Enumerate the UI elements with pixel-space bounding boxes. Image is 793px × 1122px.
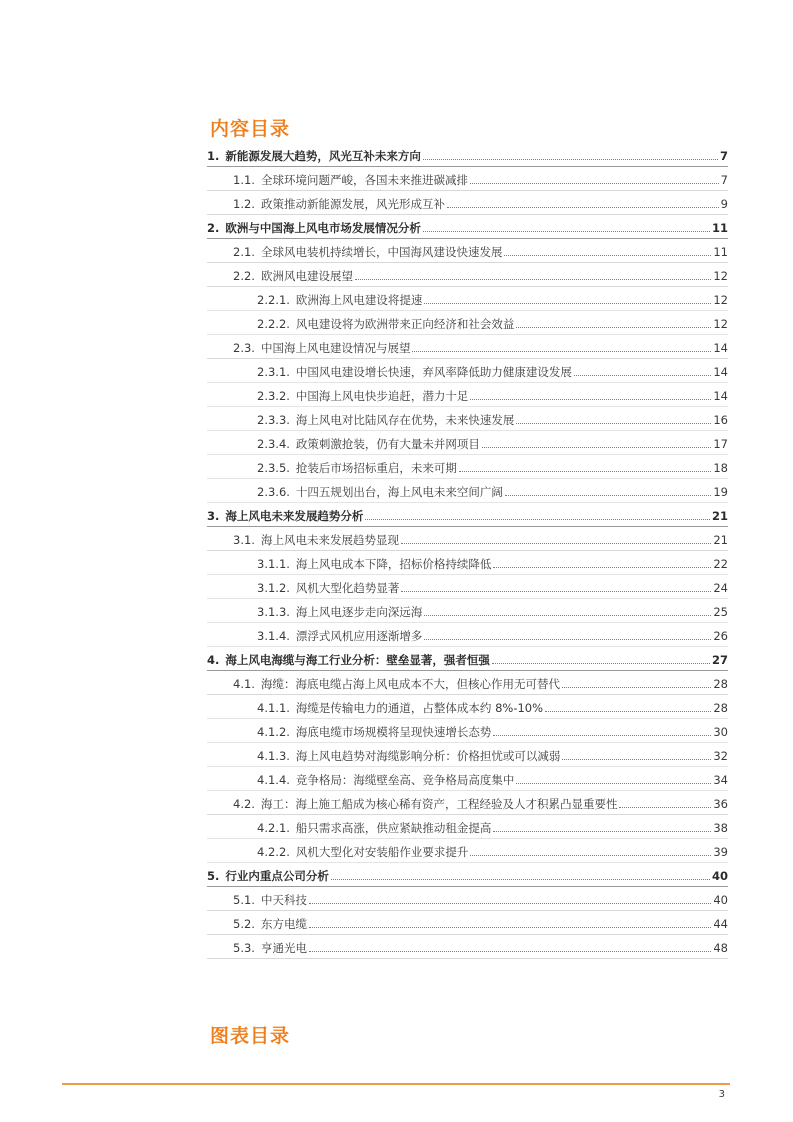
toc-entry-title: 欧洲风电建设展望 xyxy=(260,269,353,283)
toc-leader-dots xyxy=(423,231,710,232)
toc-entry-title: 船只需求高涨，供应紧缺推动租金提高 xyxy=(295,821,492,835)
toc-entry[interactable] xyxy=(207,935,728,959)
toc-leader-dots xyxy=(309,903,711,904)
toc-entry-number: 3.1.2. xyxy=(257,581,290,595)
toc-entry-page: 21 xyxy=(711,509,728,523)
toc-entry[interactable] xyxy=(207,671,728,695)
toc-leader-dots xyxy=(516,423,711,424)
toc-entry-number: 2.2.2. xyxy=(257,317,290,331)
toc-leader-dots xyxy=(331,879,710,880)
toc-leader-dots xyxy=(516,327,711,328)
toc-entry-number: 3.1.3. xyxy=(257,605,290,619)
toc-entry-title: 海上风电未来发展趋势显现 xyxy=(260,533,399,547)
toc-leader-dots xyxy=(355,279,711,280)
toc-entry[interactable] xyxy=(207,551,728,575)
toc-entry[interactable] xyxy=(207,911,728,935)
toc-entry-page: 28 xyxy=(713,701,728,715)
toc-entry-page: 7 xyxy=(719,149,728,163)
toc-entry-page: 12 xyxy=(713,269,728,283)
toc-leader-dots xyxy=(493,831,711,832)
toc-leader-dots xyxy=(574,375,711,376)
toc-entry-title: 海底电缆市场规模将呈现快速增长态势 xyxy=(295,725,492,739)
toc-entry-number: 2.3.4. xyxy=(257,437,290,451)
toc-entry-title: 十四五规划出台，海上风电未来空间广阔 xyxy=(295,485,503,499)
toc-entry[interactable] xyxy=(207,839,728,863)
toc-leader-dots xyxy=(470,183,719,184)
toc-leader-dots xyxy=(562,687,711,688)
toc-entry-page: 40 xyxy=(711,869,728,883)
toc-entry-page: 12 xyxy=(713,317,728,331)
toc-entry-page: 40 xyxy=(713,893,728,907)
toc-leader-dots xyxy=(504,255,711,256)
toc-entry-number: 2.1. xyxy=(233,245,255,259)
toc-entry[interactable] xyxy=(207,647,728,671)
toc-leader-dots xyxy=(447,207,719,208)
toc-entry[interactable] xyxy=(207,431,728,455)
toc-entry-number: 1.1. xyxy=(233,173,255,187)
toc-leader-dots xyxy=(412,351,711,352)
toc-leader-dots xyxy=(401,591,711,592)
toc-leader-dots xyxy=(545,711,711,712)
toc-entry-title: 海缆：海底电缆占海上风电成本不大，但核心作用无可替代 xyxy=(260,677,560,691)
toc-entry-number: 4.1.2. xyxy=(257,725,290,739)
toc-entry-number: 1.2. xyxy=(233,197,255,211)
toc-entry-title: 风机大型化趋势显著 xyxy=(295,581,400,595)
toc-entry-title: 海缆是传输电力的通道，占整体成本约 8%-10% xyxy=(295,701,544,715)
toc-entry-number: 4.2.1. xyxy=(257,821,290,835)
toc-entry-page: 26 xyxy=(713,629,728,643)
toc-leader-dots xyxy=(492,663,710,664)
toc-entry[interactable] xyxy=(207,383,728,407)
toc-entry[interactable] xyxy=(207,815,728,839)
toc-entry-page: 12 xyxy=(713,293,728,307)
toc-entry-page: 38 xyxy=(713,821,728,835)
toc-entry[interactable] xyxy=(207,527,728,551)
toc-entry[interactable] xyxy=(207,407,728,431)
toc-entry-page: 32 xyxy=(713,749,728,763)
toc-entry[interactable] xyxy=(207,743,728,767)
toc-leader-dots xyxy=(309,927,711,928)
toc-entry-number: 2.2.1. xyxy=(257,293,290,307)
toc-entry-title: 海工：海上施工船成为核心稀有资产，工程经验及人才积累凸显重要性 xyxy=(260,797,618,811)
toc-title: 内容目录 xyxy=(210,118,291,140)
toc-entry[interactable] xyxy=(207,767,728,791)
toc-entry-title: 欧洲与中国海上风电市场发展情况分析 xyxy=(225,221,421,235)
toc-entry-number: 2.3.6. xyxy=(257,485,290,499)
toc-entry-title: 中国海上风电建设情况与展望 xyxy=(260,341,411,355)
toc-entry-page: 7 xyxy=(720,173,728,187)
toc-entry-page: 24 xyxy=(713,581,728,595)
toc-entry-page: 17 xyxy=(713,437,728,451)
toc-entry[interactable] xyxy=(207,719,728,743)
toc-entry-title: 东方电缆 xyxy=(260,917,307,931)
toc-entry-number: 3. xyxy=(207,509,220,523)
toc-entry-page: 34 xyxy=(713,773,728,787)
toc-entry-title: 竞争格局：海缆壁垒高、竞争格局高度集中 xyxy=(295,773,515,787)
toc-leader-dots xyxy=(470,399,711,400)
toc-leader-dots xyxy=(365,519,710,520)
toc-entry-title: 海上风电对比陆风存在优势，未来快速发展 xyxy=(295,413,515,427)
toc-entry-page: 11 xyxy=(711,221,728,235)
toc-entry-title: 风机大型化对安装船作业要求提升 xyxy=(295,845,469,859)
toc-entry-title: 行业内重点公司分析 xyxy=(225,869,329,883)
toc-entry[interactable] xyxy=(207,599,728,623)
footer-divider xyxy=(62,1083,730,1085)
toc-entry-title: 中天科技 xyxy=(260,893,307,907)
toc-entry-title: 海上风电海缆与海工行业分析：壁垒显著，强者恒强 xyxy=(225,653,490,667)
toc-entry-title: 风电建设将为欧洲带来正向经济和社会效益 xyxy=(295,317,515,331)
toc-entry-number: 4.2. xyxy=(233,797,255,811)
toc-entry-page: 28 xyxy=(713,677,728,691)
toc-entry-title: 海上风电逐步走向深远海 xyxy=(295,605,423,619)
toc-entry-page: 44 xyxy=(713,917,728,931)
toc-entry-title: 中国海上风电快步追赶，潜力十足 xyxy=(295,389,469,403)
toc-entry-number: 4.1.4. xyxy=(257,773,290,787)
toc-entry-number: 3.1.4. xyxy=(257,629,290,643)
toc-entry-page: 36 xyxy=(713,797,728,811)
toc-entry-number: 4.1. xyxy=(233,677,255,691)
toc-entry-number: 4.2.2. xyxy=(257,845,290,859)
toc-leader-dots xyxy=(562,759,711,760)
toc-entry-title: 政策刺激抢装，仍有大量未并网项目 xyxy=(295,437,480,451)
toc-entry-number: 1. xyxy=(207,149,220,163)
toc-entry[interactable] xyxy=(207,287,728,311)
toc-entry-title: 漂浮式风机应用逐渐增多 xyxy=(295,629,423,643)
toc-list xyxy=(207,143,728,959)
toc-leader-dots xyxy=(424,303,711,304)
toc-entry-number: 2.3. xyxy=(233,341,255,355)
toc-leader-dots xyxy=(401,543,711,544)
toc-entry[interactable] xyxy=(207,215,728,239)
toc-leader-dots xyxy=(309,951,711,952)
toc-entry[interactable] xyxy=(207,167,728,191)
figure-list-title: 图表目录 xyxy=(210,1025,291,1047)
toc-entry[interactable] xyxy=(207,335,728,359)
toc-entry[interactable] xyxy=(207,695,728,719)
toc-entry-number: 2. xyxy=(207,221,220,235)
toc-entry[interactable] xyxy=(207,239,728,263)
toc-entry[interactable] xyxy=(207,455,728,479)
toc-entry-number: 2.3.5. xyxy=(257,461,290,475)
toc-entry-title: 全球风电装机持续增长，中国海风建设快速发展 xyxy=(260,245,503,259)
toc-entry-number: 5.3. xyxy=(233,941,255,955)
toc-entry-page: 14 xyxy=(713,389,728,403)
toc-entry-title: 海上风电趋势对海缆影响分析：价格担忧或可以减弱 xyxy=(295,749,561,763)
toc-leader-dots xyxy=(424,639,711,640)
toc-entry[interactable] xyxy=(207,479,728,503)
toc-entry-number: 5. xyxy=(207,869,220,883)
toc-entry-page: 25 xyxy=(713,605,728,619)
toc-entry[interactable] xyxy=(207,575,728,599)
toc-entry-number: 2.2. xyxy=(233,269,255,283)
toc-entry[interactable] xyxy=(207,623,728,647)
toc-entry-page: 16 xyxy=(713,413,728,427)
toc-entry[interactable] xyxy=(207,143,728,167)
toc-entry[interactable] xyxy=(207,359,728,383)
toc-entry-number: 2.3.1. xyxy=(257,365,290,379)
toc-entry[interactable] xyxy=(207,311,728,335)
toc-entry[interactable] xyxy=(207,791,728,815)
toc-entry-title: 中国风电建设增长快速，弃风率降低助力健康建设发展 xyxy=(295,365,572,379)
toc-entry[interactable] xyxy=(207,191,728,215)
toc-leader-dots xyxy=(482,447,711,448)
toc-entry-title: 亨通光电 xyxy=(260,941,307,955)
toc-entry-title: 海上风电未来发展趋势分析 xyxy=(225,509,364,523)
toc-entry-number: 2.3.2. xyxy=(257,389,290,403)
toc-leader-dots xyxy=(516,783,711,784)
toc-entry-page: 30 xyxy=(713,725,728,739)
toc-entry-number: 5.2. xyxy=(233,917,255,931)
toc-entry-number: 3.1.1. xyxy=(257,557,290,571)
toc-leader-dots xyxy=(619,807,711,808)
toc-entry[interactable] xyxy=(207,887,728,911)
toc-entry-number: 4.1.1. xyxy=(257,701,290,715)
toc-entry-page: 27 xyxy=(711,653,728,667)
toc-entry-number: 5.1. xyxy=(233,893,255,907)
toc-entry-title: 海上风电成本下降，招标价格持续降低 xyxy=(295,557,492,571)
toc-entry-number: 2.3.3. xyxy=(257,413,290,427)
toc-entry-page: 14 xyxy=(713,341,728,355)
toc-leader-dots xyxy=(493,735,711,736)
toc-entry-page: 21 xyxy=(713,533,728,547)
toc-entry-page: 9 xyxy=(720,197,728,211)
toc-leader-dots xyxy=(493,567,711,568)
toc-leader-dots xyxy=(459,471,711,472)
toc-entry[interactable] xyxy=(207,263,728,287)
toc-entry-title: 政策推动新能源发展，风光形成互补 xyxy=(260,197,445,211)
toc-leader-dots xyxy=(470,855,711,856)
toc-entry-number: 4.1.3. xyxy=(257,749,290,763)
toc-entry-page: 19 xyxy=(713,485,728,499)
toc-leader-dots xyxy=(424,615,711,616)
toc-entry[interactable] xyxy=(207,503,728,527)
toc-entry-number: 3.1. xyxy=(233,533,255,547)
toc-entry-page: 14 xyxy=(713,365,728,379)
toc-entry-title: 欧洲海上风电建设将提速 xyxy=(295,293,423,307)
toc-entry-title: 抢装后市场招标重启，未来可期 xyxy=(295,461,457,475)
toc-entry-number: 4. xyxy=(207,653,220,667)
page-number: 3 xyxy=(718,1089,725,1100)
toc-entry-page: 39 xyxy=(713,845,728,859)
toc-entry-title: 新能源发展大趋势，风光互补未来方向 xyxy=(225,149,421,163)
toc-leader-dots xyxy=(423,159,718,160)
toc-entry-page: 18 xyxy=(713,461,728,475)
toc-leader-dots xyxy=(505,495,711,496)
toc-entry-page: 11 xyxy=(713,245,728,259)
toc-entry-title: 全球环境问题严峻，各国未来推进碳减排 xyxy=(260,173,468,187)
toc-entry[interactable] xyxy=(207,863,728,887)
toc-entry-page: 48 xyxy=(713,941,728,955)
toc-entry-page: 22 xyxy=(713,557,728,571)
